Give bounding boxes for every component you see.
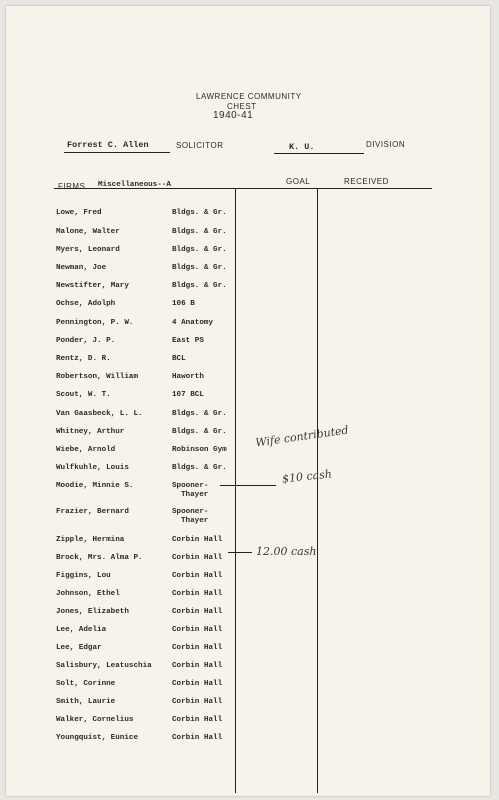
entry-location: Corbin Hall bbox=[172, 626, 223, 634]
entry-name: Scout, W. T. bbox=[56, 391, 111, 399]
entry-location: 107 BCL bbox=[172, 391, 204, 399]
entry-location: East PS bbox=[172, 337, 204, 345]
brock-note-line bbox=[228, 552, 252, 553]
entry-location: Corbin Hall bbox=[172, 554, 223, 562]
entry-location: Corbin Hall bbox=[172, 662, 223, 670]
entry-location: Spooner- bbox=[172, 482, 209, 490]
org-title-line2: CHEST bbox=[227, 102, 257, 111]
entry-name: Malone, Walter bbox=[56, 228, 120, 236]
org-title-line1: LAWRENCE COMMUNITY bbox=[196, 92, 302, 101]
entry-name: Johnson, Ethel bbox=[56, 590, 120, 598]
entry-name: Lee, Edgar bbox=[56, 644, 102, 652]
firms-category: Miscellaneous--A bbox=[98, 181, 171, 189]
solicitor-label: SOLICITOR bbox=[176, 141, 224, 150]
received-column-header: RECEIVED bbox=[344, 177, 389, 186]
entry-name: Youngquist, Eunice bbox=[56, 734, 139, 742]
entry-location: Bldgs. & Gr. bbox=[172, 246, 227, 254]
entry-name: Wiebe, Arnold bbox=[56, 446, 116, 454]
entry-name: Wulfkuhle, Louis bbox=[56, 464, 129, 472]
entry-name: Jones, Elizabeth bbox=[56, 608, 129, 616]
entry-location: Bldgs. & Gr. bbox=[172, 264, 227, 272]
entry-location: 4 Anatomy bbox=[172, 319, 214, 327]
entry-name: Ponder, J. P. bbox=[56, 337, 116, 345]
entry-location: Bldgs. & Gr. bbox=[172, 410, 227, 418]
entry-name: Figgins, Lou bbox=[56, 572, 111, 580]
entry-name: Ochse, Adolph bbox=[56, 300, 116, 308]
entry-location: Robinson Gym bbox=[172, 446, 227, 454]
header-rule bbox=[54, 188, 432, 189]
solicitor-name: Forrest C. Allen bbox=[67, 140, 149, 150]
entry-name: Pennington, P. W. bbox=[56, 319, 134, 327]
moodie-note-line bbox=[220, 485, 276, 486]
entry-name: Whitney, Arthur bbox=[56, 428, 125, 436]
entry-name: Robertson, William bbox=[56, 373, 139, 381]
entry-name: Myers, Leonard bbox=[56, 246, 120, 254]
entry-location: Corbin Hall bbox=[172, 536, 223, 544]
ledger-sheet bbox=[6, 6, 490, 796]
entry-location: Corbin Hall bbox=[172, 716, 223, 724]
goal-column-rule bbox=[235, 189, 236, 793]
entry-location: Corbin Hall bbox=[172, 644, 223, 652]
moodie-note: $10 cash bbox=[281, 467, 333, 486]
entry-name: Solt, Corinne bbox=[56, 680, 116, 688]
received-column-rule bbox=[317, 189, 318, 793]
entry-location: Bldgs. & Gr. bbox=[172, 428, 227, 436]
entry-location: Corbin Hall bbox=[172, 590, 223, 598]
entry-location: Corbin Hall bbox=[172, 680, 223, 688]
entry-name: Rentz, D. R. bbox=[56, 355, 111, 363]
entry-name: Salisbury, Leatuschia bbox=[56, 662, 152, 670]
entry-location-line2: Thayer bbox=[181, 491, 209, 499]
brock-note: 12.00 cash bbox=[256, 545, 317, 558]
division-value: K. U. bbox=[289, 142, 315, 152]
entry-location: Corbin Hall bbox=[172, 698, 223, 706]
entry-name: Frazier, Bernard bbox=[56, 508, 129, 516]
entry-location: Bldgs. & Gr. bbox=[172, 464, 227, 472]
entry-name: Zipple, Hermina bbox=[56, 536, 125, 544]
entry-name: Moodie, Minnie S. bbox=[56, 482, 134, 490]
year-label: 1940-41 bbox=[213, 110, 254, 121]
entry-location: Corbin Hall bbox=[172, 572, 223, 580]
entry-location: Corbin Hall bbox=[172, 734, 223, 742]
entry-location-line2: Thayer bbox=[181, 517, 209, 525]
entry-location: Bldgs. & Gr. bbox=[172, 228, 227, 236]
wiebe-note: Wife contributed bbox=[254, 423, 350, 450]
entry-location: Haworth bbox=[172, 373, 204, 381]
entry-location: Bldgs. & Gr. bbox=[172, 209, 227, 217]
firms-column-header: FIRMS bbox=[58, 182, 86, 191]
entry-location: Bldgs. & Gr. bbox=[172, 282, 227, 290]
solicitor-underline bbox=[64, 152, 170, 153]
goal-column-header: GOAL bbox=[286, 177, 311, 186]
entry-location: Spooner- bbox=[172, 508, 209, 516]
entry-name: Smith, Laurie bbox=[56, 698, 116, 706]
entry-name: Walker, Cornelius bbox=[56, 716, 134, 724]
entry-name: Brock, Mrs. Alma P. bbox=[56, 554, 143, 562]
entry-name: Newman, Joe bbox=[56, 264, 107, 272]
entry-name: Newstifter, Mary bbox=[56, 282, 129, 290]
division-underline bbox=[274, 153, 364, 154]
entry-name: Lowe, Fred bbox=[56, 209, 102, 217]
entry-location: Corbin Hall bbox=[172, 608, 223, 616]
entry-location: 106 B bbox=[172, 300, 195, 308]
entry-name: Van Gaasbeck, L. L. bbox=[56, 410, 143, 418]
entry-location: BCL bbox=[172, 355, 186, 363]
entry-name: Lee, Adelia bbox=[56, 626, 107, 634]
division-label: DIVISION bbox=[366, 140, 406, 149]
